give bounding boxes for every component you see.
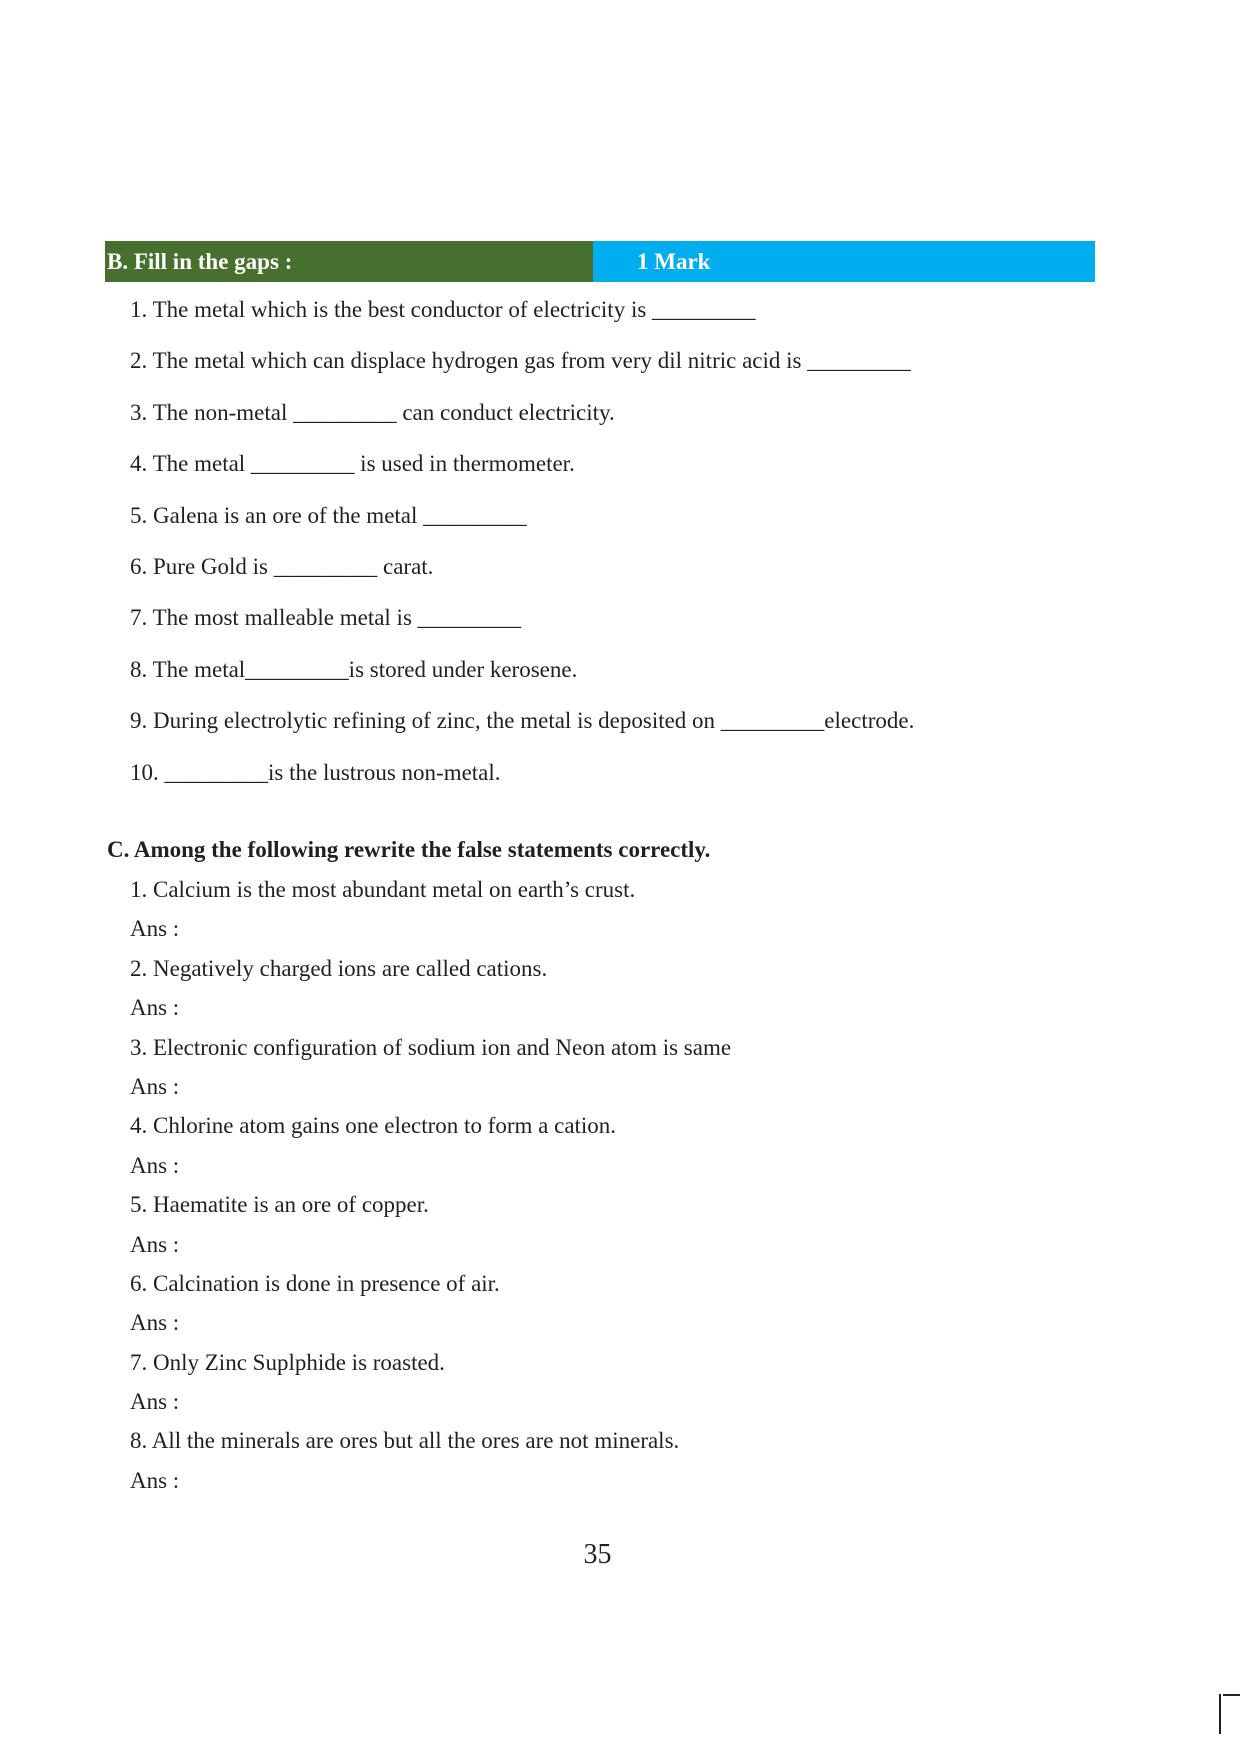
- fill-in-the-gaps-list: [130, 290, 914, 804]
- statement-text: 5. Haematite is an ore of copper.: [130, 1192, 429, 1218]
- fill-item: 2. The metal which can displace hydrogen gas from very dil nitric acid is _________: [130, 348, 911, 374]
- answer-label: Ans :: [130, 1073, 180, 1099]
- crop-mark: [1219, 1694, 1240, 1734]
- marks-badge: 1 Mark: [593, 241, 1095, 282]
- crop-mark-horizontal-line: [1223, 1694, 1240, 1696]
- fill-item: 5. Galena is an ore of the metal _________: [130, 502, 527, 528]
- answer-label: Ans :: [130, 1152, 180, 1178]
- fill-item: 8. The metal_________is stored under kerosene.: [130, 656, 578, 682]
- fill-item: 6. Pure Gold is _________ carat.: [130, 553, 434, 579]
- answer-label: Ans :: [130, 995, 180, 1021]
- statement-item: [130, 1107, 731, 1186]
- statement-text: 3. Electronic configuration of sodium ion and Neon atom is same: [130, 1034, 732, 1060]
- section-c-title: C. Among the following rewrite the false statements correctly.: [107, 837, 711, 862]
- crop-mark-vertical-line: [1219, 1694, 1221, 1734]
- fill-item: 1. The metal which is the best conductor of electricity is _________: [130, 297, 756, 322]
- statement-text: 7. Only Zinc Suplphide is roasted.: [130, 1349, 445, 1375]
- section-b-header: [105, 241, 1095, 282]
- answer-label: Ans :: [130, 1310, 180, 1336]
- fill-item: 4. The metal _________ is used in thermometer.: [130, 451, 575, 477]
- fill-item: 3. The non-metal _________ can conduct electricity.: [130, 399, 615, 425]
- statement-text: 2. Negatively charged ions are called cations.: [130, 955, 548, 981]
- answer-label: Ans :: [130, 1389, 180, 1415]
- statement-item: [130, 950, 731, 1029]
- statement-text: 6. Calcination is done in presence of air.: [130, 1270, 500, 1296]
- answer-label: Ans :: [130, 1231, 180, 1257]
- statement-item: [130, 871, 731, 950]
- section-b-title: B. Fill in the gaps :: [105, 241, 593, 282]
- false-statements-list: [130, 871, 731, 1501]
- statement-item: [130, 1029, 731, 1108]
- page-number: 35: [583, 1539, 612, 1570]
- fill-item: 9. During electrolytic refining of zinc, the metal is deposited on _________electrode.: [130, 708, 915, 734]
- statement-item: [130, 1265, 731, 1344]
- answer-label: Ans :: [130, 1467, 180, 1493]
- statement-item: [130, 1422, 731, 1501]
- statement-item: [130, 1186, 731, 1265]
- statement-text: 1. Calcium is the most abundant metal on earth’s crust.: [130, 877, 636, 902]
- fill-item: 10. _________is the lustrous non-metal.: [130, 759, 501, 785]
- statement-text: 4. Chlorine atom gains one electron to form a cation.: [130, 1113, 617, 1139]
- fill-item: 7. The most malleable metal is _________: [130, 605, 522, 631]
- answer-label: Ans :: [130, 916, 180, 942]
- statement-item: [130, 1344, 731, 1423]
- statement-text: 8. All the minerals are ores but all the ores are not minerals.: [130, 1428, 680, 1454]
